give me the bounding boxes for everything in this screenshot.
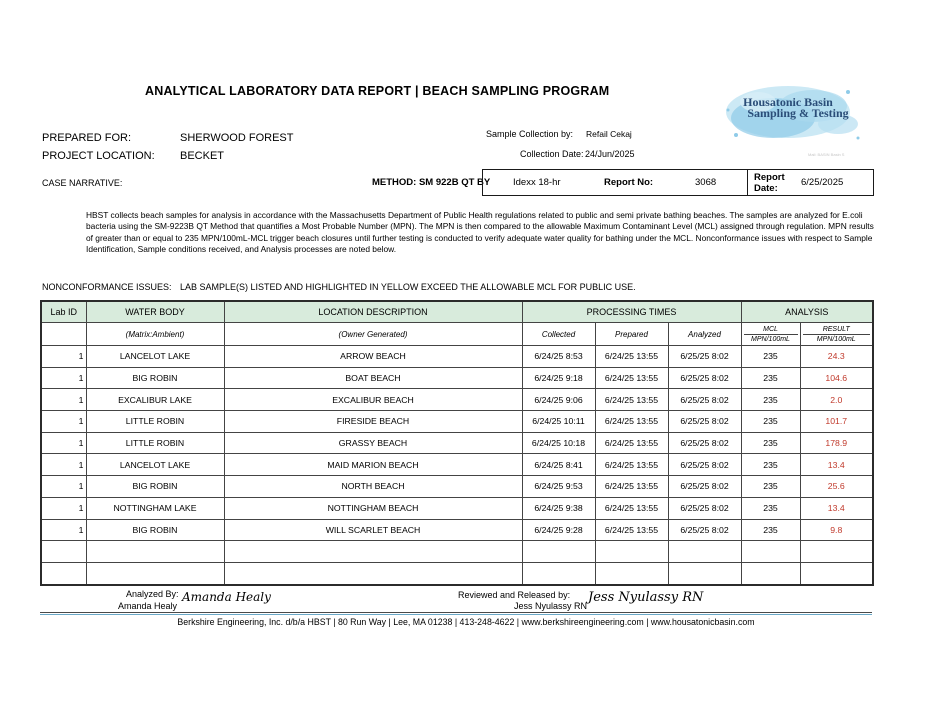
table-row — [41, 432, 873, 454]
cell-water-body: BIG ROBIN — [86, 519, 224, 541]
cell-result: 24.3 — [800, 346, 873, 368]
cell-collected: 6/24/25 9:28 — [522, 519, 595, 541]
cell-prepared: 6/24/25 13:55 — [595, 432, 668, 454]
cell-lab-id — [41, 562, 86, 584]
reviewed-by-signature: Jess Nyulassy RN — [588, 590, 704, 605]
cell-location: BOAT BEACH — [224, 367, 522, 389]
cell-analyzed — [668, 541, 741, 563]
subheader-empty — [41, 323, 86, 346]
case-narrative-text: HBST collects beach samples for analysis in accordance with the Massachusetts Department of Public Health regulations related to public and semi private bathing beaches. The samples are analyzed for E.coli bacteria using the SM-9223B QT Method that quantifies a Most Probable Number (MPN). The MPN is then compared to the allowable Maximum Contaminant Level (MCL) assigned through regulation. MPN results of greater than or equal to 235 MPN/100mL-MCL trigger beach closures until further testing is conducted to verify adequate water quality for bathing under the MCL. Nonconformance issues with respect to Sample Identification, Sample conditions received, and Analysis processes are noted below. — [86, 210, 874, 255]
cell-mcl: 235 — [741, 497, 800, 519]
cell-collected: 6/24/25 9:53 — [522, 476, 595, 498]
cell-mcl: 235 — [741, 389, 800, 411]
cell-location: ARROW BEACH — [224, 346, 522, 368]
footer-divider — [40, 612, 872, 613]
cell-prepared — [595, 562, 668, 584]
cell-lab-id: 1 — [41, 367, 86, 389]
cell-result: 9.8 — [800, 519, 873, 541]
cell-water-body — [86, 541, 224, 563]
cell-prepared: 6/24/25 13:55 — [595, 367, 668, 389]
table-row — [41, 519, 873, 541]
table-row — [41, 562, 873, 584]
subheader-mcl-1: MCL — [763, 325, 778, 333]
cell-water-body: LITTLE ROBIN — [86, 432, 224, 454]
subheader-mcl-2: MPN/100mL — [744, 334, 798, 344]
cell-result: 101.7 — [800, 411, 873, 433]
cell-analyzed: 6/25/25 8:02 — [668, 346, 741, 368]
cell-analyzed — [668, 562, 741, 584]
subheader-result — [800, 323, 873, 346]
method-label: METHOD: SM 922B QT BY — [372, 177, 491, 188]
logo-line-2: Sampling & Testing — [747, 106, 849, 120]
cell-water-body: LANCELOT LAKE — [86, 454, 224, 476]
cell-location: FIRESIDE BEACH — [224, 411, 522, 433]
header-lab-id: Lab ID — [41, 301, 86, 323]
collection-date-value: 24/Jun/2025 — [585, 149, 635, 159]
cell-result: 13.4 — [800, 497, 873, 519]
cell-prepared: 6/24/25 13:55 — [595, 497, 668, 519]
report-date-label-line2: Date: — [754, 182, 778, 194]
cell-location — [224, 562, 522, 584]
subheader-prepared: Prepared — [595, 323, 668, 346]
method-value: Idexx 18-hr — [513, 177, 561, 188]
collection-date-label: Collection Date: — [520, 149, 584, 159]
header-location: LOCATION DESCRIPTION — [224, 301, 522, 323]
cell-lab-id: 1 — [41, 454, 86, 476]
cell-prepared: 6/24/25 13:55 — [595, 389, 668, 411]
cell-water-body: LITTLE ROBIN — [86, 411, 224, 433]
table-row — [41, 454, 873, 476]
cell-prepared: 6/24/25 13:55 — [595, 346, 668, 368]
cell-result: 104.6 — [800, 367, 873, 389]
report-date-label — [747, 170, 790, 195]
cell-analyzed: 6/25/25 8:02 — [668, 367, 741, 389]
header-processing-times: PROCESSING TIMES — [522, 301, 741, 323]
cell-mcl — [741, 541, 800, 563]
cell-mcl: 235 — [741, 454, 800, 476]
subheader-collected: Collected — [522, 323, 595, 346]
cell-water-body: NOTTINGHAM LAKE — [86, 497, 224, 519]
cell-location: WILL SCARLET BEACH — [224, 519, 522, 541]
report-title: ANALYTICAL LABORATORY DATA REPORT | BEACH SAMPLING PROGRAM — [145, 84, 610, 98]
table-row — [41, 389, 873, 411]
reviewed-by-label: Reviewed and Released by: — [458, 590, 571, 600]
cell-location: NOTTINGHAM BEACH — [224, 497, 522, 519]
cell-lab-id: 1 — [41, 497, 86, 519]
cell-mcl: 235 — [741, 432, 800, 454]
cell-result — [800, 541, 873, 563]
logo-watermark: Mail: BASIN Basin S — [808, 152, 845, 157]
cell-collected: 6/24/25 8:41 — [522, 454, 595, 476]
cell-result — [800, 562, 873, 584]
cell-collected — [522, 541, 595, 563]
subheader-mcl — [741, 323, 800, 346]
table-row — [41, 476, 873, 498]
cell-prepared: 6/24/25 13:55 — [595, 411, 668, 433]
cell-collected — [522, 562, 595, 584]
footer-text: Berkshire Engineering, Inc. d/b/a HBST | 80 Run Way | Lee, MA 01238 | 413-248-4622 | www.berkshireengineering.com | www.housatonicbasin.com — [177, 617, 755, 627]
cell-collected: 6/24/25 8:53 — [522, 346, 595, 368]
cell-water-body: BIG ROBIN — [86, 476, 224, 498]
sample-collection-label: Sample Collection by: — [486, 129, 574, 139]
cell-analyzed: 6/25/25 8:02 — [668, 411, 741, 433]
nonconformance-text: LAB SAMPLE(S) LISTED AND HIGHLIGHTED IN YELLOW EXCEED THE ALLOWABLE MCL FOR PUBLIC USE. — [180, 282, 636, 292]
cell-lab-id: 1 — [41, 389, 86, 411]
cell-lab-id — [41, 541, 86, 563]
cell-water-body: BIG ROBIN — [86, 367, 224, 389]
nonconformance-label: NONCONFORMANCE ISSUES: — [42, 282, 172, 292]
company-logo — [718, 80, 868, 160]
cell-water-body: LANCELOT LAKE — [86, 346, 224, 368]
cell-location — [224, 541, 522, 563]
cell-location: NORTH BEACH — [224, 476, 522, 498]
cell-analyzed: 6/25/25 8:02 — [668, 476, 741, 498]
cell-analyzed: 6/25/25 8:02 — [668, 389, 741, 411]
table-row — [41, 346, 873, 368]
cell-water-body: EXCALIBUR LAKE — [86, 389, 224, 411]
logo-line-1: Housatonic Basin — [743, 95, 833, 109]
cell-prepared: 6/24/25 13:55 — [595, 454, 668, 476]
case-narrative-label: CASE NARRATIVE: — [42, 178, 123, 188]
subheader-result-2: MPN/100mL — [803, 334, 871, 344]
report-date-value: 6/25/2025 — [801, 177, 844, 188]
cell-collected: 6/24/25 9:38 — [522, 497, 595, 519]
results-table — [40, 300, 874, 586]
table-row — [41, 411, 873, 433]
subheader-analyzed: Analyzed — [668, 323, 741, 346]
cell-prepared: 6/24/25 13:55 — [595, 476, 668, 498]
reviewed-by-name: Jess Nyulassy RN — [514, 601, 588, 611]
report-no-label: Report No: — [604, 177, 654, 188]
cell-collected: 6/24/25 9:06 — [522, 389, 595, 411]
cell-analyzed: 6/25/25 8:02 — [668, 497, 741, 519]
project-location-value: BECKET — [180, 150, 225, 162]
cell-mcl: 235 — [741, 346, 800, 368]
cell-lab-id: 1 — [41, 432, 86, 454]
cell-lab-id: 1 — [41, 411, 86, 433]
subheader-result-1: RESULT — [822, 325, 850, 333]
subheader-row — [41, 323, 873, 346]
table-row — [41, 497, 873, 519]
cell-lab-id: 1 — [41, 476, 86, 498]
cell-mcl: 235 — [741, 476, 800, 498]
analyzed-by-signature: Amanda Healy — [182, 590, 271, 604]
cell-result: 25.6 — [800, 476, 873, 498]
prepared-for-value: SHERWOOD FOREST — [180, 132, 294, 144]
analyzed-by-name: Amanda Healy — [118, 601, 178, 611]
cell-collected: 6/24/25 10:18 — [522, 432, 595, 454]
project-location-label: PROJECT LOCATION: — [42, 150, 155, 162]
logo-splash-icon — [718, 80, 868, 160]
prepared-for-label: PREPARED FOR: — [42, 132, 132, 144]
header-analysis: ANALYSIS — [741, 301, 873, 323]
analyzed-by-label: Analyzed By: — [126, 589, 179, 599]
footer-divider-accent — [40, 614, 872, 615]
sample-collection-value: Refail Cekaj — [586, 129, 632, 139]
cell-collected: 6/24/25 9:18 — [522, 367, 595, 389]
subheader-matrix: (Matrix:Ambient) — [86, 323, 224, 346]
table-row — [41, 367, 873, 389]
cell-mcl: 235 — [741, 411, 800, 433]
cell-prepared — [595, 541, 668, 563]
report-no-value: 3068 — [695, 177, 717, 188]
cell-analyzed: 6/25/25 8:02 — [668, 454, 741, 476]
cell-location: GRASSY BEACH — [224, 432, 522, 454]
cell-location: MAID MARION BEACH — [224, 454, 522, 476]
cell-mcl: 235 — [741, 367, 800, 389]
table-row — [41, 541, 873, 563]
cell-mcl — [741, 562, 800, 584]
cell-prepared: 6/24/25 13:55 — [595, 519, 668, 541]
header-water-body: WATER BODY — [86, 301, 224, 323]
cell-lab-id: 1 — [41, 519, 86, 541]
cell-location: EXCALIBUR BEACH — [224, 389, 522, 411]
cell-result: 13.4 — [800, 454, 873, 476]
cell-result: 178.9 — [800, 432, 873, 454]
cell-lab-id: 1 — [41, 346, 86, 368]
cell-collected: 6/24/25 10:11 — [522, 411, 595, 433]
cell-water-body — [86, 562, 224, 584]
cell-analyzed: 6/25/25 8:02 — [668, 432, 741, 454]
cell-mcl: 235 — [741, 519, 800, 541]
subheader-owner: (Owner Generated) — [224, 323, 522, 346]
cell-analyzed: 6/25/25 8:02 — [668, 519, 741, 541]
cell-result: 2.0 — [800, 389, 873, 411]
report-info-box — [482, 169, 874, 196]
report-date-label-line1: Report — [754, 171, 785, 183]
